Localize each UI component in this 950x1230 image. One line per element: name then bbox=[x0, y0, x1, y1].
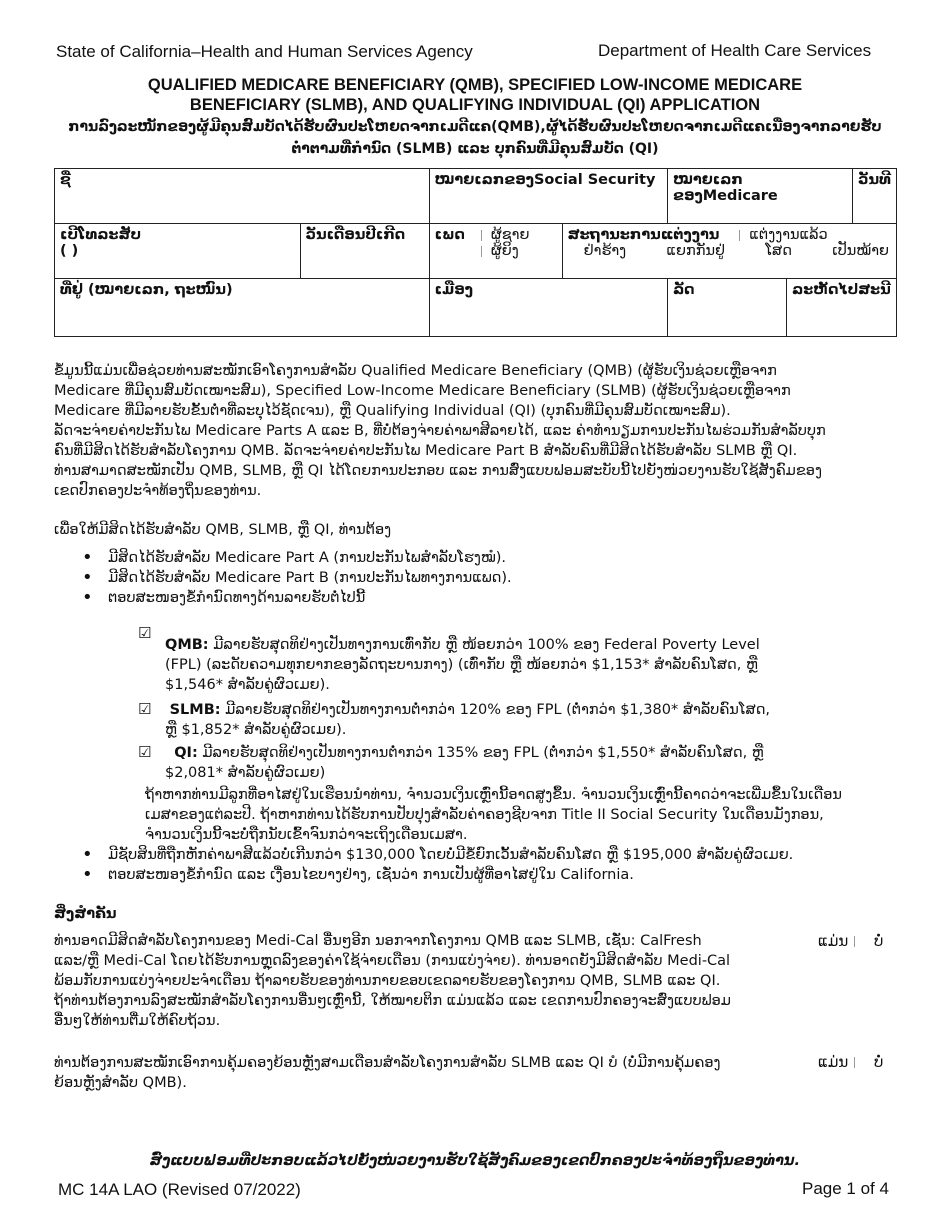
marital-status-field bbox=[562, 224, 896, 279]
intro-paragraph bbox=[54, 361, 904, 501]
list-item: • ມີສິດໄດ້ຮັບສຳລັບ Medicare Part B (ການປະກັນໄພທາງການແພດ). bbox=[82, 568, 902, 588]
slmb-checkbox-icon[interactable]: ☑ bbox=[138, 700, 152, 718]
qi-text: ມີລາຍຮັບສຸດທິຢ່າງເປັນທາງການຕ່ຳກວ່າ 135% ຂອງ FPL (ຕ່ຳກວ່າ $1,550* ສຳລັບຄົນໂສດ, ຫຼື bbox=[197, 745, 764, 761]
question-line: ແລະ/ຫຼື Medi-Cal ໂດຍໄດ້ຮັບການຫຼຸດລົງຂອງຄ່າໃຊ້ຈ່າຍເດືອນ (ການແບ່ງຈ່າຍ). ທ່ານອາດຍັງມີສິດສຳລັບ Medi-Cal bbox=[54, 953, 731, 969]
address-label: ທີ່ຢູ່ (ໝາຍເລກ, ຖະໜົນ) bbox=[60, 282, 233, 298]
q1-no-option[interactable] bbox=[874, 932, 883, 950]
married-option: ແຕ່ງງານແລ້ວ bbox=[749, 227, 828, 243]
qmb-label: QMB: bbox=[165, 637, 209, 653]
slmb-label: SLMB: bbox=[169, 702, 221, 718]
no-label: ບໍ່ bbox=[874, 1053, 884, 1071]
qi-item bbox=[165, 743, 885, 783]
slmb-text: ມີລາຍຮັບສຸດທິຢ່າງເປັນທາງການຕ່ຳກວ່າ 120% ຂອງ FPL (ຕ່ຳກວ່າ $1,380* ສຳລັບຄົນໂສດ, bbox=[220, 702, 771, 718]
checkbox[interactable] bbox=[854, 1057, 860, 1068]
q2-no-option[interactable] bbox=[874, 1053, 883, 1071]
lao-title-line-1: ການລົງລະໜັກຂອງຜູ້ມີຄຸນສົມບັດໄດ້ຮັບຜົນປະໂຫຍດຈາກເມດີແຄ(QMB),ຜູ້ໄດ້ຮັບຜົນປະໂຫຍດຈາກເມດີແຄເນື່ອງຈາກລາຍຮັບ bbox=[68, 119, 882, 135]
q2-yes-option[interactable] bbox=[818, 1053, 864, 1071]
list-item: • ຕອບສະໜອງຂໍ້ກຳນົດ ແລະ ເງື່ອນໄຂບາງຢ່າງ, ເຊັ່ນວ່າ ການເປັນຜູ້ທີ່ອາໄສຢູ່ໃນ California. bbox=[82, 865, 902, 885]
zip-field[interactable] bbox=[787, 279, 897, 337]
lao-title-line-2: ຕໍ່າຕາມທີ່ກໍານົດ (SLMB) ແລະ ບຸກຄົນທີ່ມີຄຸນສົມບັດ (QI) bbox=[291, 141, 659, 157]
qi-label: QI: bbox=[174, 745, 198, 761]
yes-label: ແມ່ນ bbox=[818, 1053, 849, 1071]
phone-label: ເບີໂທລະສັບ bbox=[60, 227, 142, 243]
question-line: ຖ້າທ່ານຕ້ອງການລົງສະໝັກສຳລັບໂຄງການອື່ນໆເຫຼົ່ານີ້, ໃຫ້ໝາຍຕິກ ແມ່ນແລ້ວ ແລະ ເຂດການປົກຄອງຈະສົ່ງແບບຟອມ bbox=[54, 993, 731, 1009]
no-label: ບໍ່ bbox=[874, 932, 884, 950]
list-item: • ມີຊັບສິນທີ່ຖືກຫັກຄ່າພາສີແລ້ວບໍ່ເກີນກວ່າ $130,000 ໂດຍບໍ່ມີຂໍ້ຍົກເວັ້ນສຳລັບຄົນໂສດ ຫຼື $195,000 ສຳລັບຄູ່ຜົວເມຍ. bbox=[82, 845, 902, 865]
department-name: Department of Health Care Services bbox=[598, 41, 872, 60]
medicare-number-field[interactable] bbox=[668, 169, 853, 224]
eligibility-list bbox=[82, 548, 902, 608]
sex-field bbox=[429, 224, 562, 279]
male-checkbox[interactable] bbox=[481, 230, 487, 241]
question-line: ທ່ານຕ້ອງການສະໝັກເອົາການຄຸ້ມຄອງຍ້ອນຫຼັງສາມເດືອນສຳລັບໂຄງການສຳລັບ SLMB ແລະ QI ບໍ (ບໍ່ມີການຄຸ້ມຄອງ bbox=[54, 1055, 721, 1071]
divorced-option[interactable]: ຢ່າຮ້າງ bbox=[583, 243, 627, 259]
question-line: ທ່ານອາດມີສິດສຳລັບໂຄງການຂອງ Medi-Cal ອື່ນໆອີກ ນອກຈາກໂຄງການ QMB ແລະ SLMB, ເຊັ່ນ: CalFresh bbox=[54, 933, 702, 949]
intro-line: ທ່ານສາມາດສະໝັກເປັນ QMB, SLMB, ຫຼື QI ໄດ້ໂດຍການປະກອບ ແລະ ການສົ່ງແບບຟອມສະບັບນີ້ໄປຍັງໜ່ວຍງານຮັບໃຊ້ສັງຄົມຂອງ bbox=[54, 463, 822, 479]
agency-name: State of California–Health and Human Services Agency bbox=[56, 42, 473, 61]
address-field[interactable] bbox=[55, 279, 430, 337]
name-label: ຊື່ bbox=[60, 172, 71, 188]
retroactive-question bbox=[54, 1053, 804, 1093]
intro-line: ຄົນທີ່ມີສິດໄດ້ຮັບສຳລັບໂຄງການ QMB. ລັດຈະຈ່າຍຄ່າປະກັນໄພ Medicare Part B ສຳລັບຄົນທີ່ມີສິດໄດ້ຮັບສຳລັບ SLMB ຫຼື QI. bbox=[54, 443, 798, 459]
female-checkbox[interactable] bbox=[481, 246, 487, 257]
slmb-text: ຫຼື $1,852* ສຳລັບຄູ່ຜົວເມຍ). bbox=[165, 722, 347, 738]
female-option: ຜູ້ຍິງ bbox=[490, 243, 519, 259]
name-field[interactable] bbox=[55, 169, 430, 224]
marital-label: ສະຖານະການແຕ່ງງານ bbox=[567, 227, 720, 243]
eligibility-list-2 bbox=[82, 845, 902, 885]
note-line: ຖ້າຫາກທ່ານມີລູກທີ່ອາໄສຢູ່ໃນເຮືອນນຳທ່ານ, ຈຳນວນເງິນເຫຼົ່ານີ້ອາດສູງຂຶ້ນ. ຈຳນວນເງິນເຫຼົ່ານີ້ຄາດວ່າຈະເພີ່ມຂຶ້ນໃນເດືອນ bbox=[145, 787, 842, 803]
sex-label: ເພດ bbox=[434, 227, 465, 243]
list-item: • ມີສິດໄດ້ຮັບສຳລັບ Medicare Part A (ການປະກັນໄພສຳລັບໂຮງໝໍ). bbox=[82, 548, 902, 568]
intro-line: Medicare ທີ່ມີລາຍຮັບຂັ້ນຕ່ຳທີ່ລະບຸໄວ້ຊັດເຈນ), ຫຼື Qualifying Individual (QI) (ບຸກຄົນທີ່ມີຄຸນສົມບັດເໝາະສົມ). bbox=[54, 403, 731, 419]
zip-label: ລະຫັດໄປສະນີ bbox=[792, 282, 891, 298]
phone-field[interactable] bbox=[55, 224, 301, 279]
slmb-item bbox=[165, 700, 885, 740]
send-instructions: ສົ່ງແບບຟອມທີ່ປະກອບແລ້ວໄປຍັງໜ່ວຍງານຮັບໃຊ້ສັງຄົມຂອງເຂດປົກຄອງປະຈຳທ້ອງຖິ່ນຂອງທ່ານ. bbox=[149, 1153, 801, 1169]
ssn-field[interactable] bbox=[429, 169, 667, 224]
widowed-option[interactable]: ເປັນໝ້າຍ bbox=[832, 243, 889, 259]
separated-option[interactable]: ແຍກກັນຢູ່ bbox=[666, 243, 725, 259]
q1-yes-option[interactable] bbox=[818, 932, 864, 950]
question-line: ພ້ອມກັບການແບ່ງຈ່າຍປະຈຳເດືອນ ຖ້າລາຍຮັບຂອງທ່ານກາຍຂອບເຂດລາຍຮັບຂອງໂຄງການ QMB, SLMB ແລະ QI. bbox=[54, 973, 721, 989]
note-line: ຈຳນວນເງິນນີ້ຈະບໍ່ຖືກນັບເຂົ້າຈົນກວ່າຈະເຖິງເດືອນເມສາ. bbox=[145, 827, 468, 843]
qmb-item bbox=[165, 635, 885, 695]
list-item: • ຕອບສະໜອງຂໍ້ກຳນົດທາງດ້ານລາຍຮັບຕໍ່ໄປນີ້ bbox=[82, 588, 902, 608]
intro-line: ລັດຈະຈ່າຍຄ່າປະກັນໄພ Medicare Parts A ແລະ B, ທີ່ບໍ່ຕ້ອງຈ່າຍຄ່າພາສີລາຍໄດ້, ແລະ ຄ່າທຳນຽມການປະກັນໄພຮ່ວມກັນສຳລັບບຸກ bbox=[54, 423, 826, 439]
date-label: ວັນທີ bbox=[858, 172, 891, 188]
qi-text: $2,081* ສຳລັບຄູ່ຜົວເມຍ) bbox=[165, 765, 326, 781]
intro-line: ເຂດປົກຄອງປະຈຳທ້ອງຖິ່ນຂອງທ່ານ. bbox=[54, 483, 262, 499]
question-line: ຍ້ອນຫຼັງສຳລັບ QMB). bbox=[54, 1075, 187, 1091]
title-line-1: QUALIFIED MEDICARE BENEFICIARY (QMB), SPECIFIED LOW-INCOME MEDICARE bbox=[147, 76, 803, 94]
state-field[interactable] bbox=[668, 279, 787, 337]
applicant-info-table bbox=[54, 168, 897, 337]
date-field[interactable] bbox=[853, 169, 897, 224]
city-field[interactable] bbox=[429, 279, 667, 337]
checkbox[interactable] bbox=[854, 936, 860, 947]
page-number: Page 1 of 4 bbox=[802, 1179, 889, 1198]
phone-area-code: ( ) bbox=[60, 243, 79, 259]
title-line-2: BENEFICIARY (SLMB), AND QUALIFYING INDIVIDUAL (QI) APPLICATION bbox=[189, 96, 761, 114]
single-option[interactable]: ໂສດ bbox=[765, 243, 792, 259]
city-label: ເມືອງ bbox=[434, 282, 474, 298]
form-id: MC 14A LAO (Revised 07/2022) bbox=[58, 1180, 301, 1199]
dob-label: ວັນເດືອນປີເກີດ bbox=[305, 227, 406, 243]
qmb-text: (FPL) (ລະດັບຄວາມທຸກຍາກຂອງລັດຖະບານກາງ) (ເທົ່າກັບ ຫຼື ໜ້ອຍກວ່າ $1,153* ສຳລັບຄົນໂສດ, ຫຼື bbox=[165, 657, 758, 673]
eligibility-lead: ເພື່ອໃຫ້ມີສິດໄດ້ຮັບສຳລັບ QMB, SLMB, ຫຼື QI, ທ່ານຕ້ອງ bbox=[54, 522, 392, 538]
qmb-text: ມີລາຍຮັບສຸດທິຢ່າງເປັນທາງການເທົ່າກັບ ຫຼື ໜ້ອຍກວ່າ 100% ຂອງ Federal Poverty Level bbox=[208, 637, 760, 653]
ssn-label: ໝາຍເລກຂອງSocial Security bbox=[434, 172, 656, 188]
important-heading: ສິ່ງສຳຄັນ bbox=[54, 906, 117, 922]
medicare-label: ໝາຍເລກຂອງMedicare bbox=[673, 172, 778, 204]
qmb-text: $1,546* ສຳລັບຄູ່ຜົວເມຍ). bbox=[165, 677, 330, 693]
married-checkbox[interactable] bbox=[739, 230, 745, 241]
qi-checkbox-icon[interactable]: ☑ bbox=[138, 743, 152, 761]
state-label: ລັດ bbox=[673, 282, 695, 298]
other-programs-question bbox=[54, 931, 804, 1031]
male-option: ຜູ້ຊາຍ bbox=[490, 227, 530, 243]
intro-line: Medicare ທີ່ມີຄຸນສົມບັດເໝາະສົມ), Specified Low-Income Medicare Beneficiary (SLMB) (ຜູ້ຮັບເງິນຊ່ວຍເຫຼືອຈາກ bbox=[54, 383, 791, 399]
qmb-checkbox-icon[interactable]: ☑ bbox=[138, 624, 152, 642]
intro-line: ຂໍ້ມູນນີ້ແມ່ນເພື່ອຊ່ວຍທ່ານສະໝັກເອົາໂຄງການສຳລັບ Qualified Medicare Beneficiary (QMB) (ຜູ້ຮັບເງິນຊ່ວຍເຫຼືອຈາກ bbox=[54, 363, 777, 379]
note-line: ເມສາຂອງແຕ່ລະປີ. ຖ້າຫາກທ່ານໄດ້ຮັບການປັບປຸງສຳລັບຄ່າຄອງຊີບຈາກ Title II Social Security ໃນເດືອນມັງກອນ, bbox=[145, 807, 824, 823]
income-note bbox=[145, 785, 905, 845]
question-line: ອື່ນໆໃຫ້ທ່ານຕື່ມໃຫ້ຄົບຖ້ວນ. bbox=[54, 1013, 221, 1029]
yes-label: ແມ່ນ bbox=[818, 932, 849, 950]
dob-field[interactable] bbox=[300, 224, 429, 279]
